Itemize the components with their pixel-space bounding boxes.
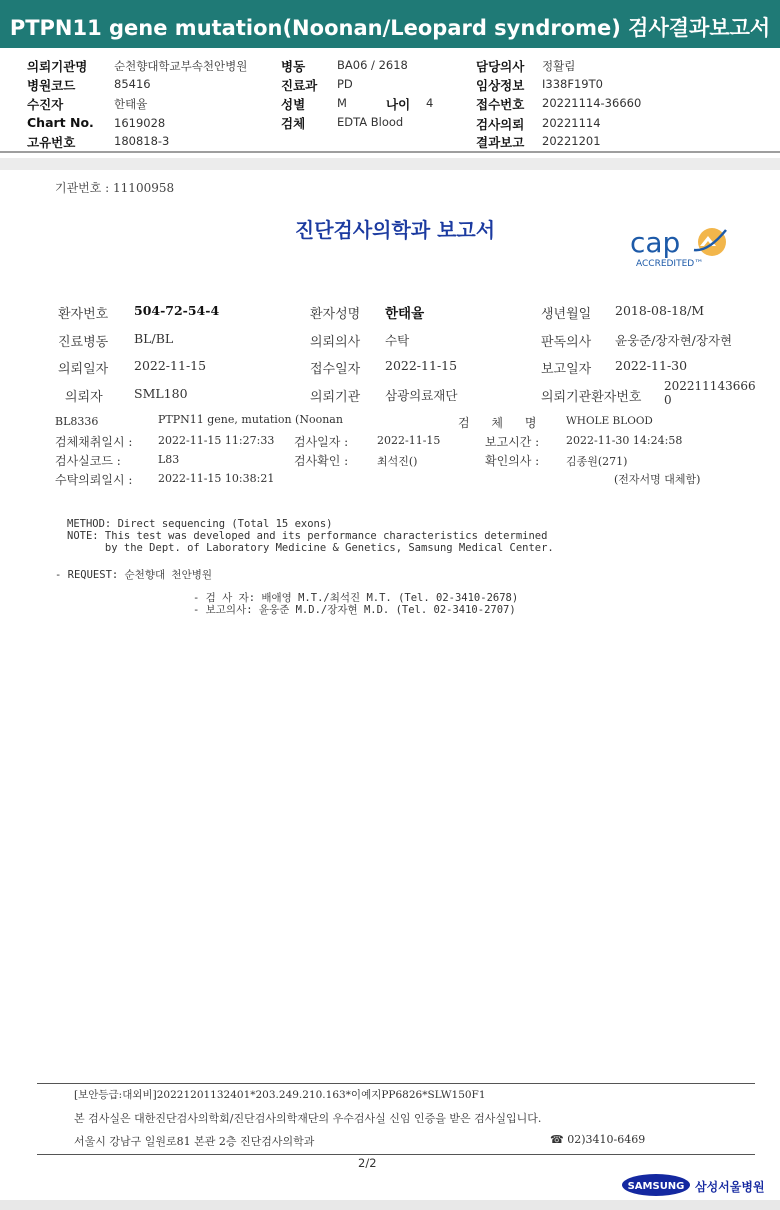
confirm-value: 최석진() <box>377 455 418 468</box>
order-value: 2022-11-15 10:38:21 <box>158 472 275 485</box>
patient-value-cont: 0 <box>664 393 672 407</box>
samsung-logo-graphic <box>621 1173 691 1197</box>
field-value: 순천향대학교부속천안병원 <box>114 59 248 73</box>
phone-number: ☎ 02)3410-6469 <box>550 1133 646 1146</box>
cap-logo-text: cap <box>630 226 681 259</box>
note-line: NOTE: This test was developed and its performance characteristics determined <box>67 530 548 542</box>
patient-label: 접수일자 <box>310 362 361 377</box>
footer-rule-bottom <box>37 1154 755 1155</box>
testdate-label: 검사일자 : <box>294 435 349 449</box>
staff-line: - 보고의사: 윤웅준 M.D./장자현 M.D. (Tel. 02-3410-2707) <box>193 604 516 616</box>
field-label: 접수번호 <box>476 97 525 112</box>
labcode-value: L83 <box>158 453 180 466</box>
field-value: 1619028 <box>114 116 166 130</box>
field-value: BA06 / 2618 <box>337 58 408 72</box>
patient-label: 환자성명 <box>310 307 361 322</box>
collect-label: 검체채취일시 : <box>55 435 133 449</box>
note-line: by the Dept. of Laboratory Medicine & Genetics, Samsung Medical Center. <box>67 542 554 554</box>
patient-label: 의뢰일자 <box>58 362 109 377</box>
footer-rule-top <box>37 1083 755 1084</box>
confirm-label: 검사확인 : <box>294 454 349 468</box>
patient-label: 의뢰기관환자번호 <box>541 390 642 405</box>
bottom-band <box>0 1200 780 1210</box>
patient-label: 의뢰의사 <box>310 335 361 350</box>
page-number: 2/2 <box>358 1156 377 1170</box>
patient-value: 2022-11-15 <box>134 358 207 373</box>
institution-number: 기관번호 : 11100958 <box>55 181 175 195</box>
report-header-bar <box>0 0 780 48</box>
patient-value: 삼광의료재단 <box>385 388 458 403</box>
field-label: 병동 <box>281 59 306 74</box>
field-label: 결과보고 <box>476 135 525 150</box>
field-label: 담당의사 <box>476 59 525 74</box>
testdate-value: 2022-11-15 <box>377 434 441 447</box>
report-main-title: 진단검사의학과 보고서 <box>294 218 496 242</box>
field-value: 20221114-36660 <box>542 96 642 110</box>
field-label: 고유번호 <box>27 135 76 150</box>
field-value: 20221201 <box>542 134 601 148</box>
cap-logo-subtext: ACCREDITED™ <box>636 259 704 269</box>
patient-label: 보고일자 <box>541 362 592 377</box>
patient-label: 진료병동 <box>58 335 109 350</box>
cap-accredited-logo <box>628 222 732 270</box>
patient-value: 202211143666 <box>664 379 756 393</box>
patient-label: 생년월일 <box>541 307 592 322</box>
doctor-value: 김종원(271) <box>566 455 628 468</box>
field-label: Chart No. <box>27 115 94 130</box>
field-value: 정활림 <box>542 59 576 73</box>
field-label: 병원코드 <box>27 78 76 93</box>
field-value: M <box>337 96 347 110</box>
address-line: 서울시 강남구 일원로81 본관 2층 진단검사의학과 <box>74 1135 315 1148</box>
specimen-value: WHOLE BLOOD <box>566 415 653 427</box>
header-divider <box>0 151 780 153</box>
field-value: PD <box>337 77 353 91</box>
test-code: BL8336 <box>55 415 99 428</box>
patient-value: BL/BL <box>134 331 174 346</box>
staff-line: - 검 사 자: 배애영 M.T./최석진 M.T. (Tel. 02-3410-2678) <box>193 592 519 604</box>
request-line: - REQUEST: 순천향대 천안병원 <box>55 569 213 581</box>
samsung-logo <box>621 1173 691 1197</box>
security-line: [보안등급:대외비]20221201132401*203.249.210.163*이예지PP6826*SLW150F1 <box>74 1089 486 1101</box>
patient-label: 판독의사 <box>541 335 592 350</box>
field-value: I338F19T0 <box>542 77 603 91</box>
patient-value: 2018-08-18/M <box>615 303 705 318</box>
patient-value: 2022-11-15 <box>385 358 458 373</box>
field-label: 수진자 <box>27 97 64 112</box>
field-label: 성별 <box>281 97 306 112</box>
certification-line: 본 검사실은 대한진단검사의학회/진단검사의학재단의 우수검사실 신임 인증을 받은 검사실입니다. <box>74 1112 542 1125</box>
patient-label: 의뢰기관 <box>310 390 361 405</box>
reporttime-value: 2022-11-30 14:24:58 <box>566 434 683 447</box>
doctor-label: 확인의사 : <box>485 454 540 468</box>
field-label: 검사의뢰 <box>476 117 525 132</box>
hospital-name: 삼성서울병원 <box>695 1180 765 1194</box>
patient-value: 윤웅준/장자현/장자현 <box>615 333 733 348</box>
patient-label: 환자번호 <box>58 307 109 322</box>
field-label: 나이 <box>386 97 411 112</box>
field-value: 4 <box>426 96 434 110</box>
report-title: PTPN11 gene mutation(Noonan/Leopard syndrome) 검사결과보고서 <box>9 16 771 40</box>
samsung-logo-text: SAMSUNG <box>627 1181 685 1192</box>
method-line: METHOD: Direct sequencing (Total 15 exons) <box>67 518 333 530</box>
patient-value: 수탁 <box>385 333 410 348</box>
field-label: 임상정보 <box>476 78 525 93</box>
field-value: 20221114 <box>542 116 601 130</box>
separator-band <box>0 158 780 170</box>
labcode-label: 검사실코드 : <box>55 454 121 468</box>
esign-note: (전자서명 대체함) <box>614 473 701 486</box>
patient-value: 한태율 <box>385 306 425 322</box>
specimen-label: 검 체 명 <box>458 416 546 430</box>
field-label: 의뢰기관명 <box>27 59 88 74</box>
field-label: 진료과 <box>281 78 318 93</box>
cap-logo-graphic <box>628 222 732 270</box>
order-label: 수탁의뢰일시 : <box>55 473 133 487</box>
field-value: 한태율 <box>114 97 148 111</box>
patient-value: 504-72-54-4 <box>134 303 220 318</box>
field-value: 85416 <box>114 77 151 91</box>
field-value: EDTA Blood <box>337 115 404 129</box>
collect-value: 2022-11-15 11:27:33 <box>158 434 275 447</box>
field-label: 검체 <box>281 116 306 131</box>
field-value: 180818-3 <box>114 134 170 148</box>
reporttime-label: 보고시간 : <box>485 435 540 449</box>
patient-value: 2022-11-30 <box>615 358 688 373</box>
test-name: PTPN11 gene, mutation (Noonan <box>158 413 343 426</box>
patient-value: SML180 <box>134 386 188 401</box>
patient-label: 의뢰자 <box>65 390 103 405</box>
